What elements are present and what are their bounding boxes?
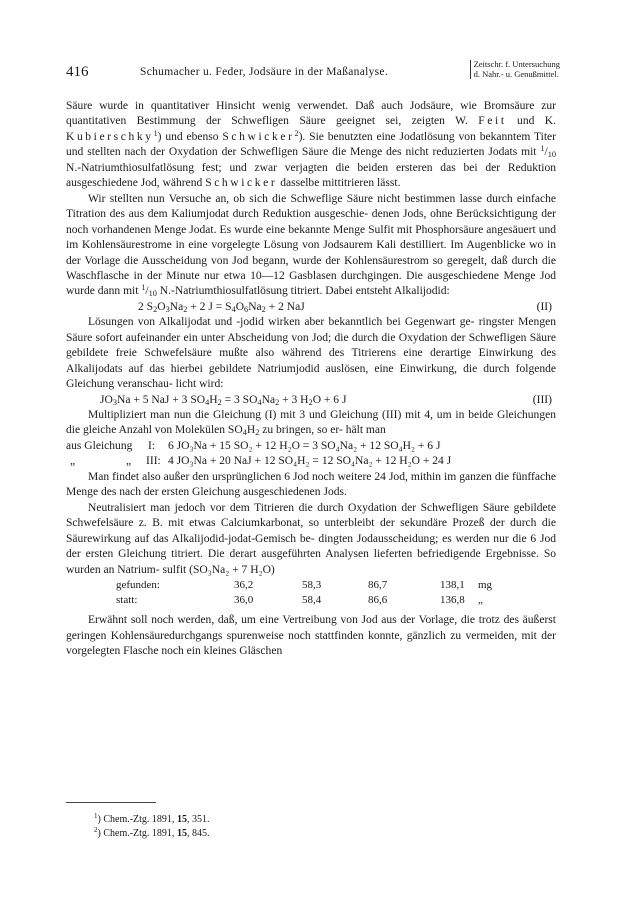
- body-text: [66, 99, 556, 660]
- equation-iii-number: (III): [532, 393, 552, 406]
- running-title: Schumacher u. Feder, Jodsäure in der Maßanalyse.: [140, 66, 389, 78]
- paragraph-1: Säure wurde in quantitativer Hinsicht wenig verwendet. Daß auch Jodsäure, wie Bromsäure zur quantitativen Bestimmung der Schwefligen Säure geeignet sei, zeigten W. Feit und K. Kubierschky$^1$) und ebenso Schwicker$^2$). Sie benutzten eine Jodatlösung von bekanntem Titer und stellten nach der Oxydation der Schwefligen Säure die Menge des nicht reduzierten Jodats mit $^1/_{10}$ N.-Natriumthiosulfatlösung fest; und zwar verjagten die beiden ersteren das bei der Reduktion ausgeschiedene Jod, während Schwicker dasselbe mittitrieren lässt.: [66, 100, 557, 190]
- equation-ii: [66, 300, 556, 315]
- page-number: 416: [66, 64, 89, 80]
- paragraph-7: Erwähnt soll noch werden, daß, um eine Vertreibung von Jod aus der Vorlage, die trotz des äußerst geringen Kohlensäuredurchgangs spurenweise noch stattfinden konnte, gänzlich zu vermeiden, mit der vorgelegten Flasche noch ein kleines Gläschen: [66, 614, 556, 658]
- paragraph-3: Lösungen von Alkalijodat und -jodid wirken aber bekanntlich bei Gegenwart ge- ringster Mengen Säure sofort aufeinander ein unter Abscheidung von Jod; die durch die Oxydation der Schwefligen Säure gebildete freie Schwefelsäure mußte also während des Titrierens eine derartige Einwirkung des Alkalijodats auf das hierbei gebildete Natriumjodid auslösen, eine Einwirkung, die durch folgende Gleichung veranschau- licht wird:: [66, 316, 557, 391]
- footnote-2: $^2$) Chem.-Ztg. 1891, 15, 845.: [94, 826, 210, 839]
- combined-equation-iii: „ „ III: 4 JO₃Na + 20 NaJ + 12 SO₄H₂ = 12 SO₄Na₂ + 12 H₂O + 24 J: [70, 455, 452, 468]
- equation-ii-number: (II): [536, 300, 552, 313]
- author-feit: Feit: [478, 115, 507, 128]
- footnote-1: $^1$) Chem.-Ztg. 1891, 15, 351.: [94, 812, 210, 825]
- journal-reference: [470, 60, 560, 79]
- combined-equation-i: aus Gleichung I: 6 JO₃Na + 15 SO₂ + 12 H₂O = 3 SO₄Na₂ + 12 SO₄H₂ + 6 J: [66, 439, 441, 452]
- paragraph-5: Man findet also außer den ursprünglichen 6 Jod noch weitere 24 Jod, mithin im ganzen die fünffache Menge des nach der ersten Gleichung ausgeschiedenen Jods.: [66, 470, 556, 499]
- equation-iii: [66, 393, 556, 408]
- page: [66, 59, 560, 839]
- author-schwicker: Schwicker: [222, 130, 295, 143]
- paragraph-2: Wir stellten nun Versuche an, ob sich die Schweflige Säure nicht bestimmen lasse durch einfache Titration des aus dem Kaliumjodat durch Reduktion ausgeschie- denen Jods, ohne Berücksichtigung der noch vorhandenen Menge Jodat. Es wurde eine bekannte Menge Sulfit mit Phosphorsäure angesäuert und im Kohlensäurestrome in eine vorgelegte Lösung von Jodsaurem Kali destilliert. Im Augenblicke wo in der Vorlage die Ausscheidung von Jod begann, wurde der Kohlensäurestrom so geregelt, daß durch die Waschflasche in der Minute nur etwa 10—12 Gasblasen durchgingen. Die ausgeschiedene Menge Jod wurde dann mit $^1/_{10}$ N.-Natriumthiosulfatlösung titriert. Dabei entsteht Alkalijodid:: [66, 192, 557, 299]
- results-row-expected: statt: 36,0 58,4 86,6 136,8 „: [116, 593, 483, 606]
- journal-line-2: d. Nahr.- u. Genußmittel.: [473, 68, 559, 79]
- equation-ii-formula: 2 $S_2O_3Na_2 + 2$ $J = S_4O_6Na_2 + 2$ NaJ: [138, 300, 305, 314]
- results-row-found: gefunden: 36,2 58,3 86,7 138,1 mg: [116, 578, 493, 591]
- running-header: [66, 59, 560, 84]
- author-kubierschky: Kubierschky: [66, 130, 154, 143]
- paragraph-6: Neutralisiert man jedoch vor dem Titrieren die durch Oxydation der Schwefligen Säure gebildete Schwefelsäure z. B. mit etwas Calciumkarbonat, so unterbleibt der sekundäre Prozeß der durch die Säurewirkung auf das Alkalijodid-jodat-Gemisch be- dingten Jodausscheidung; es werden nur die 6 Jod der ersten Gleichung titriert. Die derart ausgeführten Analysen lieferten befriedigende Ergebnisse. So wurden an Natrium- sulfit (SO₃Na₂ + 7 H₂O): [66, 501, 557, 576]
- journal-line-1: Zeitschr. f. Untersuchung: [473, 59, 560, 69]
- paragraph-4: Multipliziert man nun die Gleichung (I) mit 3 und Gleichung (III) mit 4, um in beide Gleichungen die gleiche Anzahl von Molekülen $SO_4H_2$ zu bringen, so er- hält man: [66, 409, 557, 438]
- equation-iii-formula: $JO_3Na + 5$ NaJ + 3 $SO_4H_2 = 3$ $SO_4Na_2 + 3$ $H_2O + 6$ J: [100, 393, 347, 407]
- footnote-rule: [66, 802, 156, 803]
